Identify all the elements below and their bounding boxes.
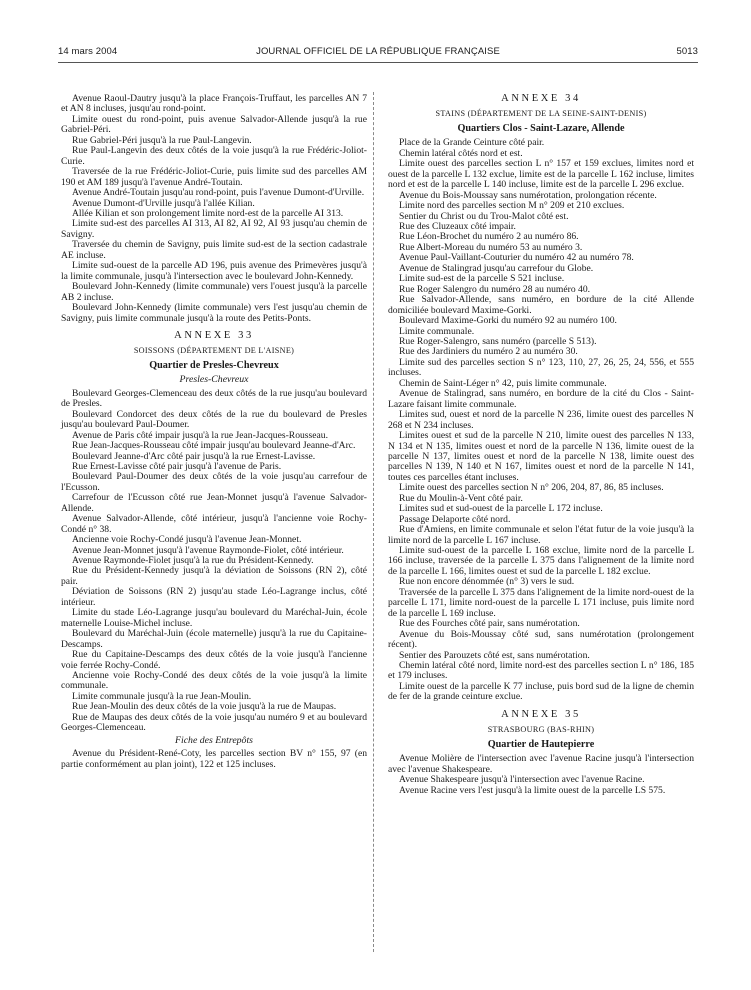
paragraph: Passage Delaporte côté nord.	[399, 513, 511, 525]
paragraph: Limite ouest des parcelles section L n° 157 et 159 exclues, limites nord et ouest de la parcelle L 132 exclue, limite est de la parcelle L 162 incluse, limites nord et est de la parcelle L 140 incluse, limite est de la parcelle L 296 exclue.	[388, 158, 694, 191]
paragraph: Boulevard Georges-Clemenceau des deux côtés de la rue jusqu'au boulevard de Presles.	[61, 387, 367, 410]
paragraph: Limites sud et sud-ouest de la parcelle L 172 incluse.	[399, 503, 603, 515]
paragraph: Chemin de Saint-Léger n° 42, puis limite communale.	[399, 377, 607, 389]
paragraph: Boulevard John-Kennedy (limite communale) vers l'est jusqu'au chemin de Savigny, puis limite communale jusqu'à la route des Petits-Ponts.	[61, 302, 367, 324]
annexe-34-quartier: Quartiers Clos - Saint-Lazare, Allende	[457, 122, 625, 134]
paragraph: Limite du stade Léo-Lagrange jusqu'au boulevard du Maréchal-Juin, école maternelle Louise-Michel incluse.	[61, 607, 367, 629]
paragraph: Limite ouest des parcelles section N n° 206, 204, 87, 86, 85 incluses.	[399, 482, 664, 494]
paragraph: Limite communale.	[399, 325, 475, 337]
paragraph: Traversée de la parcelle L 375 dans l'alignement de la limite nord-ouest de la parcelle L 171, limite nord-ouest de la parcelle L 171 incluse, puis limite nord de la parcelle L 169 incluse.	[388, 586, 694, 619]
column-divider	[373, 92, 374, 952]
paragraph: Limite sud-est des parcelles AI 313, AI 82, AI 92, AI 93 jusqu'au chemin de Savigny.	[61, 218, 367, 240]
paragraph: Limite sud-ouest de la parcelle AD 196, puis avenue des Primevères jusqu'à la limite communale, jusqu'à l'intersection avec le boulevard John-Kennedy.	[61, 260, 367, 282]
paragraph: Chemin latéral côté nord, limite nord-est des parcelles section L n° 186, 185 et 179 incluses.	[388, 660, 694, 682]
paragraph: Chemin latéral côtés nord et est.	[399, 147, 523, 159]
paragraph: Rue Ernest-Lavisse côté pair jusqu'à l'avenue de Paris.	[72, 460, 282, 472]
paragraph: Boulevard Paul-Doumer des deux côtés de la voie jusqu'au carrefour de l'Ecusson.	[61, 471, 367, 493]
paragraph: Boulevard Maxime-Gorki du numéro 92 au numéro 100.	[399, 315, 617, 327]
paragraph: Ancienne voie Rochy-Condé des deux côtés de la voie jusqu'à la limite communale.	[61, 670, 367, 692]
paragraph: Place de la Grande Ceinture côté pair.	[399, 137, 545, 149]
paragraph: Avenue Salvador-Allende, côté intérieur, jusqu'à l'ancienne voie Rochy-Condé n° 38.	[61, 513, 367, 535]
paragraph: Rue non encore dénommée (n° 3) vers le sud.	[399, 576, 575, 588]
annexe-33-paragraphs	[61, 389, 367, 734]
paragraph: Rue Léon-Brochet du numéro 2 au numéro 86.	[399, 231, 579, 243]
paragraph: Boulevard du Maréchal-Juin (école maternelle) jusqu'à la rue du Capitaine-Descamps.	[61, 628, 367, 650]
paragraph: Limites sud, ouest et nord de la parcelle N 236, limite ouest des parcelles N 268 et N 234 incluses.	[388, 409, 694, 431]
paragraph: Traversée de la rue Frédéric-Joliot-Curie, puis limite sud des parcelles AM 190 et AM 189 jusqu'à l'avenue André-Toutain.	[61, 166, 367, 188]
paragraph: Limite sud-ouest de la parcelle L 168 exclue, limite nord de la parcelle L 166 incluse, traversée de la parcelle L 375 dans l'alignement de la limite nord de la parcelle L 166, limites ouest et sud de la parcelle L 182 exclue.	[388, 545, 694, 577]
paragraph: Rue du Moulin-à-Vent côté pair.	[399, 492, 523, 504]
intro-paragraphs	[61, 94, 367, 324]
paragraph: Traversée du chemin de Savigny, puis limite sud-est de la section cadastrale AE incluse.	[61, 239, 367, 261]
annexe-33-subheading: Presles-Chevreux	[179, 374, 249, 386]
paragraph: Rue du Capitaine-Descamps des deux côtés de la voie jusqu'à l'ancienne voie ferrée Rochy-Condé.	[61, 649, 367, 671]
annexe-35-quartier: Quartier de Hautepierre	[487, 738, 595, 750]
paragraph: Avenue de Stalingrad jusqu'au carrefour du Globe.	[399, 262, 594, 274]
paragraph: Avenue Molière de l'intersection avec l'avenue Racine jusqu'à l'intersection avec l'avenue Shakespeare.	[388, 753, 694, 775]
right-column	[388, 94, 694, 796]
paragraph: Rue des Fourches côté pair, sans numérotation.	[399, 618, 580, 630]
annexe-35-paragraphs	[388, 754, 694, 796]
page-header	[58, 46, 698, 60]
paragraph: Limite sud-est de la parcelle S 521 incluse.	[399, 273, 565, 285]
paragraph: Avenue André-Toutain jusqu'au rond-point, puis l'avenue Dumont-d'Urville.	[72, 187, 365, 199]
paragraph: Avenue Shakespeare jusqu'à l'intersection avec l'avenue Racine.	[399, 774, 645, 786]
paragraph: Avenue du Bois-Moussay sans numérotation, prolongation récente.	[399, 189, 657, 201]
paragraph: Rue Albert-Moreau du numéro 53 au numéro 3.	[399, 241, 583, 253]
paragraph: Avenue de Stalingrad, sans numéro, en bordure de la cité du Clos - Saint-Lazare faisant limite communale.	[388, 388, 694, 410]
paragraph: Avenue du Président-René-Coty, les parcelles section BV n° 155, 97 (en partie conformément au plan joint), 122 et 125 incluses.	[61, 748, 367, 770]
paragraph: Rue des Jardiniers du numéro 2 au numéro 30.	[399, 346, 578, 358]
paragraph: Limites ouest et sud de la parcelle N 210, limite ouest des parcelles N 133, N 134 et N 135, limites ouest et nord de la parcelle N 136, limite ouest de la parcelle N 137, limites ouest et nord de la parcelle N 138, limite ouest des parcelles N 139, N 140 et N 167, limites ouest et nord de la parcelle N 141, toutes ces parcelles étant incluses.	[388, 430, 694, 483]
paragraph: Limite sud des parcelles section S n° 123, 110, 27, 26, 25, 24, 556, et 555 incluses.	[388, 356, 694, 379]
annexe-34-paragraphs	[388, 138, 694, 702]
annexe-33-quartier: Quartier de Presles-Chevreux	[149, 359, 279, 371]
paragraph: Rue Salvador-Allende, sans numéro, en bordure de la cité Allende domiciliée boulevard Maxime-Gorki.	[388, 294, 694, 316]
paragraph: Rue d'Amiens, en limite communale et selon l'état futur de la voie jusqu'à la limite nord de la parcelle L 167 incluse.	[388, 524, 694, 546]
annexe-33-region: SOISSONS (DÉPARTEMENT DE L'AISNE)	[133, 346, 295, 356]
paragraph: Allée Kilian et son prolongement limite nord-est de la parcelle AI 313.	[72, 207, 344, 219]
paragraph: Avenue Racine vers l'est jusqu'à la limite ouest de la parcelle LS 575.	[399, 784, 666, 796]
paragraph: Avenue Jean-Monnet jusqu'à l'avenue Raymonde-Fiolet, côté intérieur.	[72, 544, 344, 556]
paragraph: Ancienne voie Rochy-Condé jusqu'à l'avenue Jean-Monnet.	[72, 534, 302, 546]
paragraph: Déviation de Soissons (RN 2) jusqu'au stade Léo-Lagrange inclus, côté intérieur.	[61, 586, 367, 608]
paragraph: Avenue de Paris côté impair jusqu'à la rue Jean-Jacques-Rousseau.	[72, 429, 328, 441]
left-column	[61, 94, 367, 770]
paragraph: Avenue du Bois-Moussay côté sud, sans numérotation (prolongement récent).	[388, 628, 694, 651]
paragraph: Sentier du Christ ou du Trou-Malot côté est.	[399, 210, 569, 222]
paragraph: Rue du Président-Kennedy jusqu'à la déviation de Soissons (RN 2), côté pair.	[61, 565, 367, 587]
header-rule	[58, 62, 698, 63]
paragraph: Avenue Paul-Vaillant-Couturier du numéro 42 au numéro 78.	[399, 252, 634, 264]
header-date: 14 mars 2004	[58, 46, 118, 57]
header-page-number: 5013	[676, 46, 698, 57]
annexe-35-title: ANNEXE 35	[501, 708, 581, 720]
paragraph: Limite ouest de la parcelle K 77 incluse, puis bord sud de la ligne de chemin de fer de la grande ceinture exclue.	[388, 680, 694, 703]
paragraph: Limite ouest du rond-point, puis avenue Salvador-Allende jusqu'à la rue Gabriel-Péri.	[61, 113, 367, 136]
paragraph: Rue Jean-Jacques-Rousseau côté impair jusqu'au boulevard Jeanne-d'Arc.	[72, 440, 356, 452]
paragraph: Boulevard John-Kennedy (limite communale) vers l'ouest jusqu'à la parcelle AB 2 incluse.	[61, 281, 367, 303]
paragraph: Rue Roger Salengro du numéro 28 au numéro 40.	[399, 283, 591, 295]
annexe-34-region: STAINS (DÉPARTEMENT DE LA SEINE-SAINT-DENIS)	[435, 109, 647, 119]
paragraph: Rue de Maupas des deux côtés de la voie jusqu'au numéro 9 et au boulevard Georges-Clemenceau.	[61, 711, 367, 734]
paragraph: Rue Gabriel-Péri jusqu'à la rue Paul-Langevin.	[72, 134, 252, 146]
paragraph: Rue des Cluzeaux côté impair.	[399, 220, 516, 232]
paragraph: Boulevard Jeanne-d'Arc côté pair jusqu'à la rue Ernest-Lavisse.	[72, 450, 316, 462]
annexe-33-title: ANNEXE 33	[174, 329, 254, 341]
annexe-35-region: STRASBOURG (BAS-RHIN)	[487, 725, 595, 735]
annexe-33-subheading-2: Fiche des Entrepôts	[175, 734, 253, 746]
paragraph: Avenue Raoul-Dautry jusqu'à la place François-Truffaut, les parcelles AN 7 et AN 8 incluses, jusqu'au rond-point.	[61, 93, 367, 115]
paragraph: Rue Roger-Salengro, sans numéro (parcelle S 513).	[399, 335, 597, 347]
paragraph: Carrefour de l'Ecusson côté rue Jean-Monnet jusqu'à l'avenue Salvador-Allende.	[61, 492, 367, 514]
annexe-34-title: ANNEXE 34	[501, 93, 581, 104]
paragraph: Sentier des Parouzets côté est, sans numérotation.	[399, 649, 590, 661]
paragraph: Rue Paul-Langevin des deux côtés de la voie jusqu'à la rue Frédéric-Joliot-Curie.	[61, 145, 367, 167]
paragraph: Boulevard Condorcet des deux côtés de la rue du boulevard de Presles jusqu'au boulevard Paul-Doumer.	[61, 408, 367, 431]
header-title: JOURNAL OFFICIEL DE LA RÉPUBLIQUE FRANÇAISE	[256, 46, 500, 57]
paragraph: Limite communale jusqu'à la rue Jean-Moulin.	[72, 690, 252, 702]
paragraph: Limite nord des parcelles section M n° 209 et 210 exclues.	[399, 200, 625, 212]
paragraph: Avenue Dumont-d'Urville jusqu'à l'allée Kilian.	[72, 197, 255, 209]
paragraph: Rue Jean-Moulin des deux côtés de la voie jusqu'à la rue de Maupas.	[72, 701, 337, 713]
paragraph: Avenue Raymonde-Fiolet jusqu'à la rue du Président-Kennedy.	[72, 555, 314, 567]
